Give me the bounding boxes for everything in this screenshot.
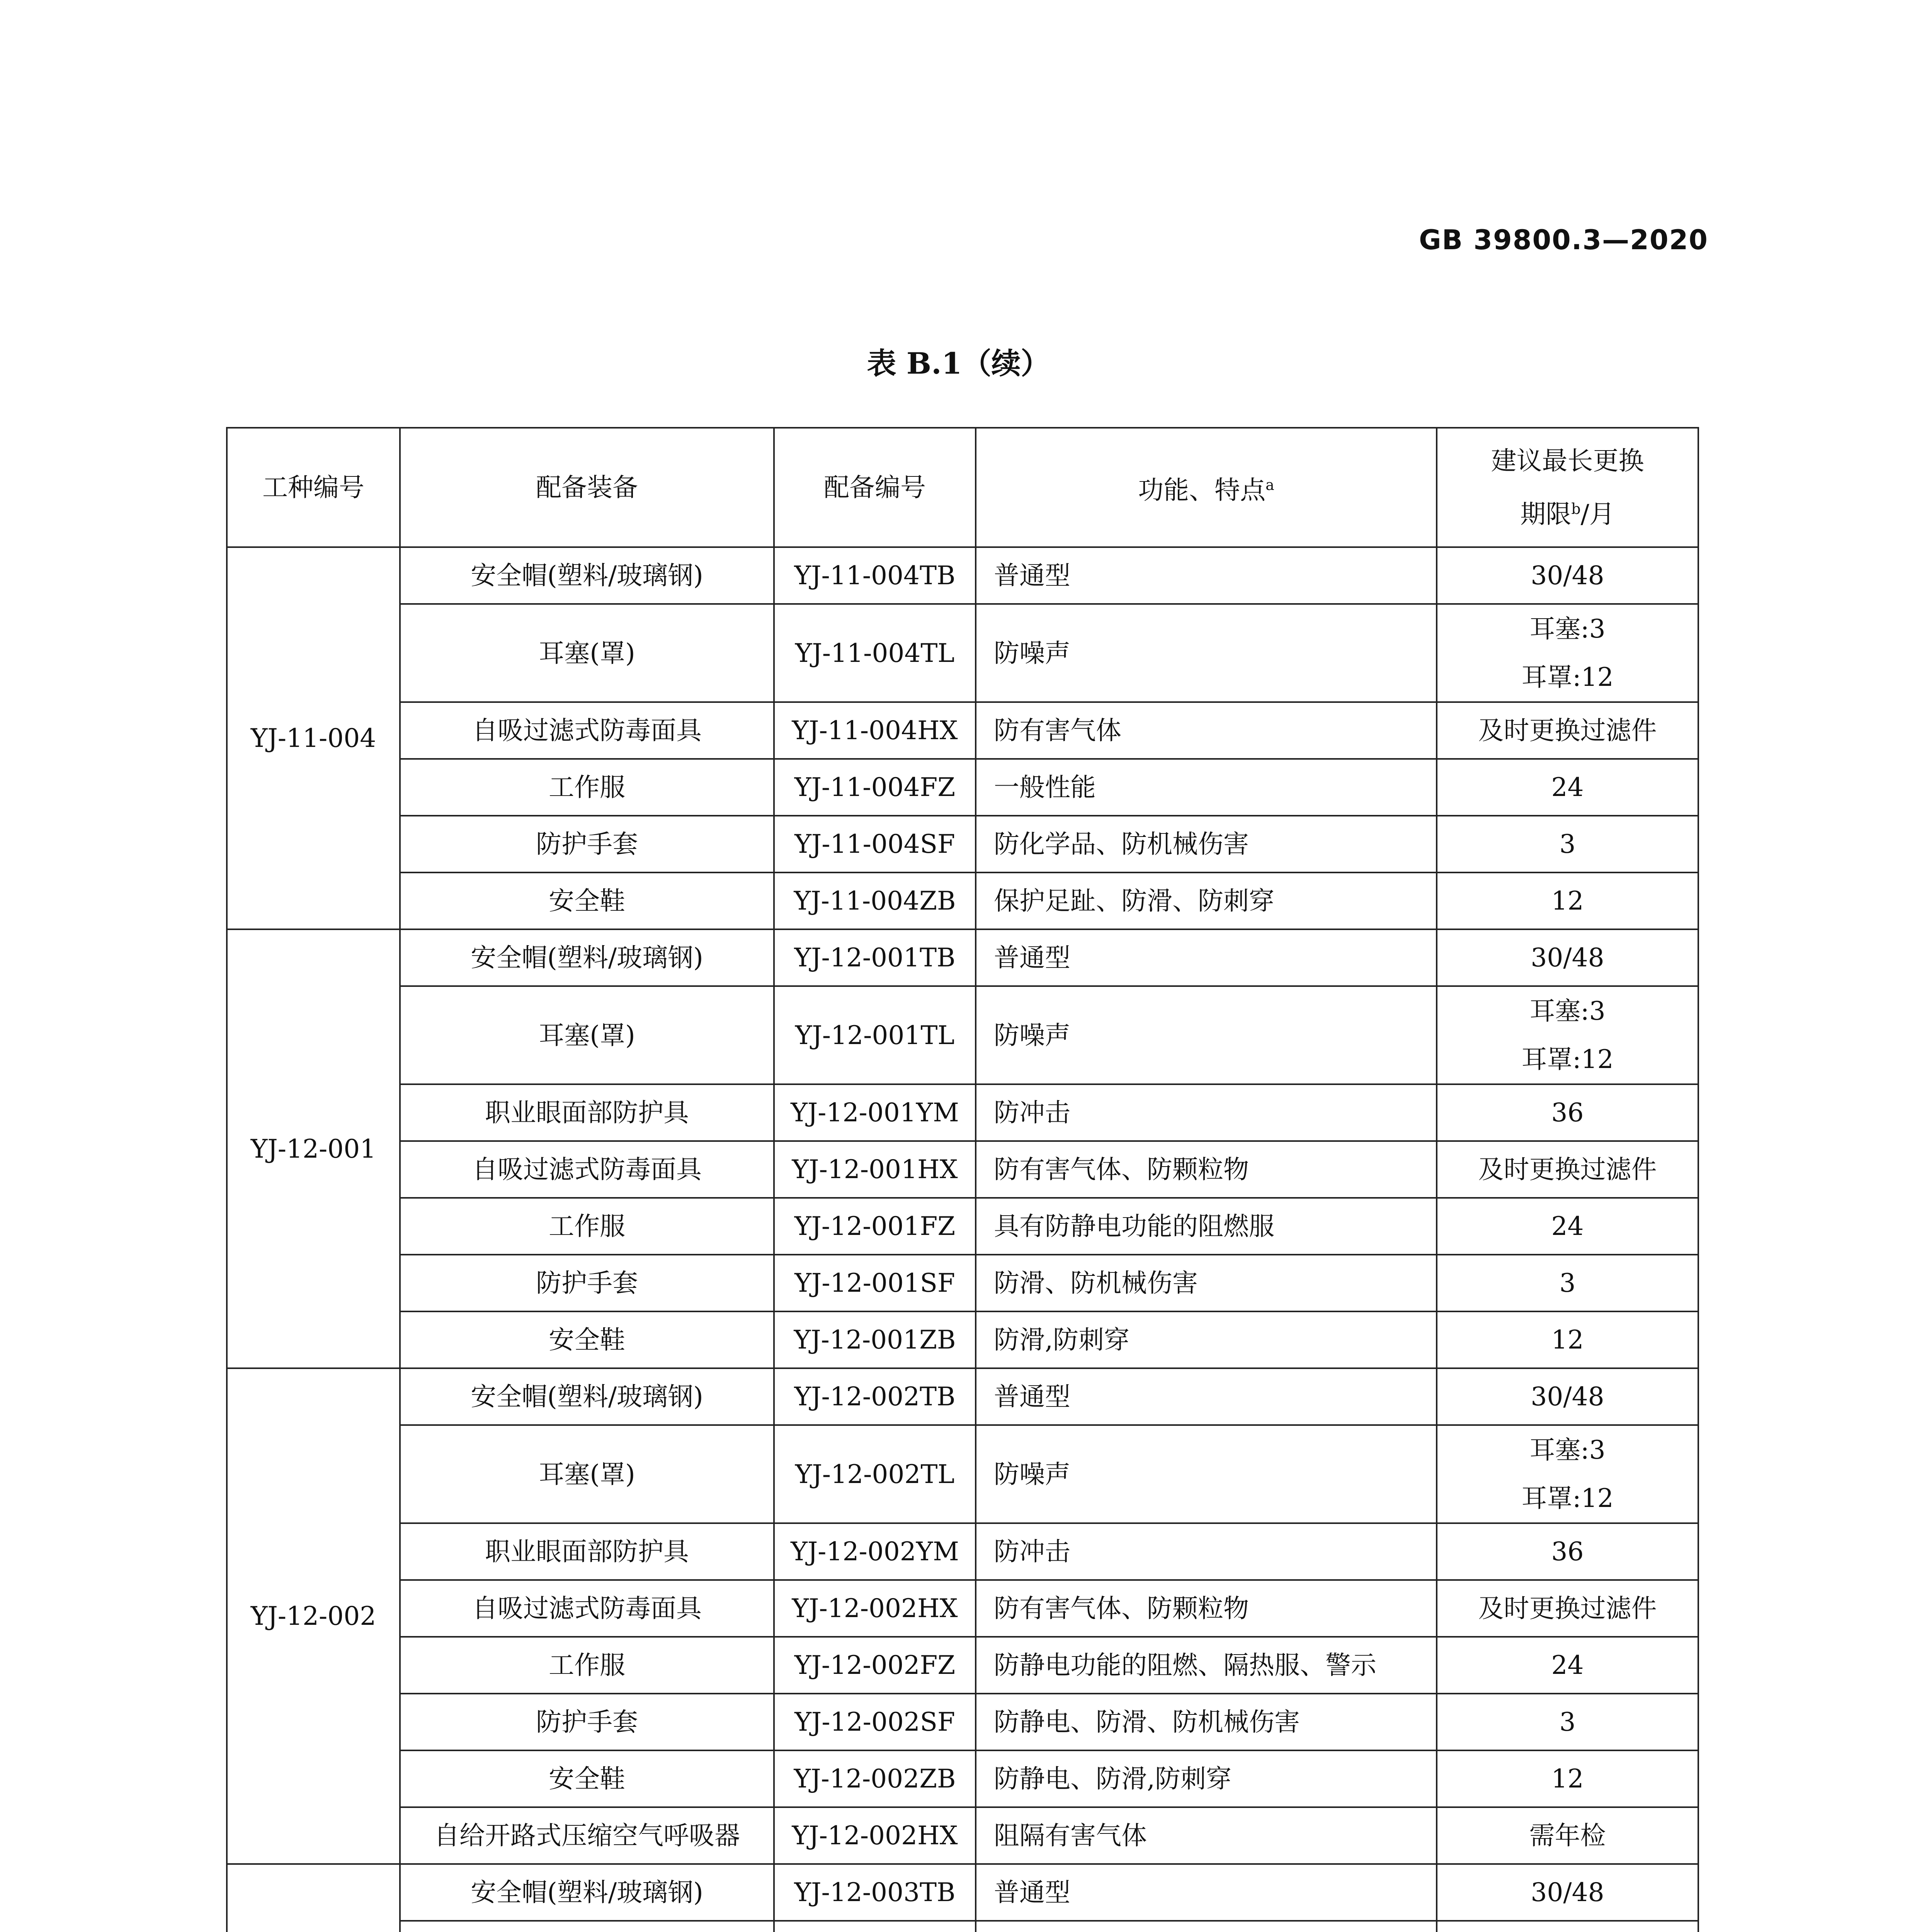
replacement-period-cell: 及时更换过滤件 [1437,1141,1698,1198]
equipment-code-cell: YJ-11-004HX [774,702,976,759]
replacement-period-cell [1437,1425,1698,1523]
footnote-mark-b: b [1571,500,1581,517]
function-cell: 普通型 [976,929,1437,986]
work-type-code-cell [227,1864,400,1932]
header-replacement-line1: 建议最长更换 [1491,446,1644,476]
replacement-period-cell: 3 [1437,1694,1698,1750]
equipment-cell: 工作服 [400,1637,774,1694]
equipment-cell: 工作服 [400,1198,774,1255]
replacement-period-cell: 24 [1437,1198,1698,1255]
equipment-cell: 防护手套 [400,1255,774,1311]
table-header-row [227,428,1698,547]
equipment-code-cell: YJ-11-004TB [774,547,976,604]
table-row [227,1311,1698,1368]
equipment-code-cell: YJ-12-001SF [774,1255,976,1311]
period-earmuff: 耳罩:12 [1521,662,1614,692]
equipment-cell: 安全帽(塑料/玻璃钢) [400,547,774,604]
equipment-cell: 安全帽(塑料/玻璃钢) [400,1864,774,1921]
equipment-code-cell: YJ-12-001TL [774,986,976,1084]
header-function-label: 功能、特点 [1138,475,1266,505]
period-earmuff: 耳罩:12 [1521,1044,1614,1074]
replacement-period-cell [1437,604,1698,702]
work-type-code-cell: YJ-12-002 [227,1368,400,1864]
function-cell: 一般性能 [976,759,1437,816]
equipment-cell: 职业眼面部防护具 [400,1523,774,1580]
function-cell: 阻隔有害气体 [976,1807,1437,1864]
equipment-cell: 安全帽(塑料/玻璃钢) [400,929,774,986]
replacement-period-cell: 及时更换过滤件 [1437,1580,1698,1637]
header-equipment: 配备装备 [400,428,774,547]
table-row [227,872,1698,929]
equipment-code-cell: YJ-12-002HX [774,1807,976,1864]
function-cell: 普通型 [976,547,1437,604]
table-title: 表 B.1（续） [867,346,1050,381]
equipment-code-cell: YJ-11-004TL [774,604,976,702]
table-row [227,816,1698,872]
equipment-code-cell: YJ-12-001YM [774,1084,976,1141]
equipment-code-cell: YJ-12-002TB [774,1368,976,1425]
function-cell: 防滑,防刺穿 [976,1311,1437,1368]
table-body [227,547,1698,1932]
equipment-cell: 工作服 [400,759,774,816]
period-earplug: 耳塞:3 [1529,614,1606,644]
replacement-period-cell: 12 [1437,1311,1698,1368]
equipment-code-cell: YJ-12-002HX [774,1580,976,1637]
replacement-period-cell: 30/48 [1437,547,1698,604]
equipment-code-cell: YJ-12-003TB [774,1864,976,1921]
equipment-cell: 耳塞(罩) [400,1425,774,1523]
work-type-code-cell: YJ-12-001 [227,929,400,1368]
period-earplug: 耳塞:3 [1529,1435,1606,1465]
table-row [227,759,1698,816]
replacement-period-cell: 24 [1437,1637,1698,1694]
replacement-period-cell: 3 [1437,1255,1698,1311]
replacement-period-cell: 30/48 [1437,929,1698,986]
equipment-cell: 防护手套 [400,1694,774,1750]
function-cell: 防静电、防滑,防刺穿 [976,1750,1437,1807]
equipment-cell: 职业眼面部防护具 [400,1084,774,1141]
table-row [227,929,1698,986]
equipment-table [226,427,1699,1932]
equipment-code-cell: YJ-12-001FZ [774,1198,976,1255]
replacement-period-cell: 及时更换过滤件 [1437,702,1698,759]
table-row [227,1425,1698,1523]
function-cell: 具有防静电功能的阻燃服 [976,1198,1437,1255]
replacement-period-cell [1437,1921,1698,1932]
function-cell [976,1921,1437,1932]
table-row [227,1084,1698,1141]
function-cell: 保护足趾、防滑、防刺穿 [976,872,1437,929]
function-cell: 防噪声 [976,1425,1437,1523]
header-replacement-line2-pre: 期限 [1520,499,1572,529]
standard-code: GB 39800.3—2020 [1419,224,1708,256]
equipment-cell: 防护手套 [400,816,774,872]
function-cell: 防静电功能的阻燃、隔热服、警示 [976,1637,1437,1694]
equipment-code-cell: YJ-12-002SF [774,1694,976,1750]
header-equipment-code: 配备编号 [774,428,976,547]
table-row [227,1694,1698,1750]
table-row [227,1523,1698,1580]
equipment-cell: 安全鞋 [400,1311,774,1368]
footnote-mark-a: a [1266,476,1274,493]
equipment-cell: 自吸过滤式防毒面具 [400,702,774,759]
header-replacement-line2-post: /月 [1580,499,1615,529]
equipment-cell: 自给开路式压缩空气呼吸器 [400,1807,774,1864]
equipment-code-cell [774,1921,976,1932]
replacement-period-cell: 12 [1437,872,1698,929]
replacement-period-cell: 12 [1437,1750,1698,1807]
table-row [227,1255,1698,1311]
table-row [227,1580,1698,1637]
function-cell: 防化学品、防机械伤害 [976,816,1437,872]
replacement-period-cell: 需年检 [1437,1807,1698,1864]
table-row [227,1750,1698,1807]
replacement-period-cell: 30/48 [1437,1864,1698,1921]
header-function [976,428,1437,547]
function-cell: 防冲击 [976,1084,1437,1141]
equipment-cell: 自吸过滤式防毒面具 [400,1580,774,1637]
header-replacement-period [1437,428,1698,547]
equipment-code-cell: YJ-11-004FZ [774,759,976,816]
equipment-cell: 耳塞(罩) [400,986,774,1084]
equipment-code-cell: YJ-12-002FZ [774,1637,976,1694]
function-cell: 防有害气体、防颗粒物 [976,1141,1437,1198]
header-replacement-line2 [1453,485,1682,538]
replacement-period-cell [1437,986,1698,1084]
function-cell: 防静电、防滑、防机械伤害 [976,1694,1437,1750]
table-row [227,1864,1698,1921]
equipment-code-cell: YJ-12-002YM [774,1523,976,1580]
table-row [227,1807,1698,1864]
function-cell: 防滑、防机械伤害 [976,1255,1437,1311]
function-cell: 普通型 [976,1368,1437,1425]
equipment-cell: 安全鞋 [400,1750,774,1807]
table-row [227,986,1698,1084]
replacement-period-cell: 36 [1437,1523,1698,1580]
table-row [227,1141,1698,1198]
replacement-period-cell: 36 [1437,1084,1698,1141]
equipment-cell: 安全鞋 [400,872,774,929]
table-row [227,1921,1698,1932]
equipment-cell: 安全帽(塑料/玻璃钢) [400,1368,774,1425]
equipment-code-cell: YJ-12-001TB [774,929,976,986]
equipment-code-cell: YJ-11-004ZB [774,872,976,929]
equipment-code-cell: YJ-12-002TL [774,1425,976,1523]
equipment-cell: 自吸过滤式防毒面具 [400,1141,774,1198]
table-row [227,1368,1698,1425]
table-row [227,1637,1698,1694]
table-row [227,547,1698,604]
period-earmuff: 耳罩:12 [1521,1483,1614,1513]
replacement-period-cell: 3 [1437,816,1698,872]
function-cell: 普通型 [976,1864,1437,1921]
replacement-period-cell: 30/48 [1437,1368,1698,1425]
function-cell: 防有害气体 [976,702,1437,759]
equipment-cell: 耳塞(罩) [400,604,774,702]
table-row [227,1198,1698,1255]
period-earplug: 耳塞:3 [1529,996,1606,1026]
function-cell: 防噪声 [976,986,1437,1084]
table-row [227,604,1698,702]
table-row [227,702,1698,759]
work-type-code-cell: YJ-11-004 [227,547,400,929]
equipment-cell [400,1921,774,1932]
equipment-code-cell: YJ-12-001HX [774,1141,976,1198]
function-cell: 防噪声 [976,604,1437,702]
replacement-period-cell: 24 [1437,759,1698,816]
function-cell: 防冲击 [976,1523,1437,1580]
equipment-code-cell: YJ-11-004SF [774,816,976,872]
equipment-code-cell: YJ-12-002ZB [774,1750,976,1807]
function-cell: 防有害气体、防颗粒物 [976,1580,1437,1637]
header-work-type-code: 工种编号 [227,428,400,547]
equipment-code-cell: YJ-12-001ZB [774,1311,976,1368]
